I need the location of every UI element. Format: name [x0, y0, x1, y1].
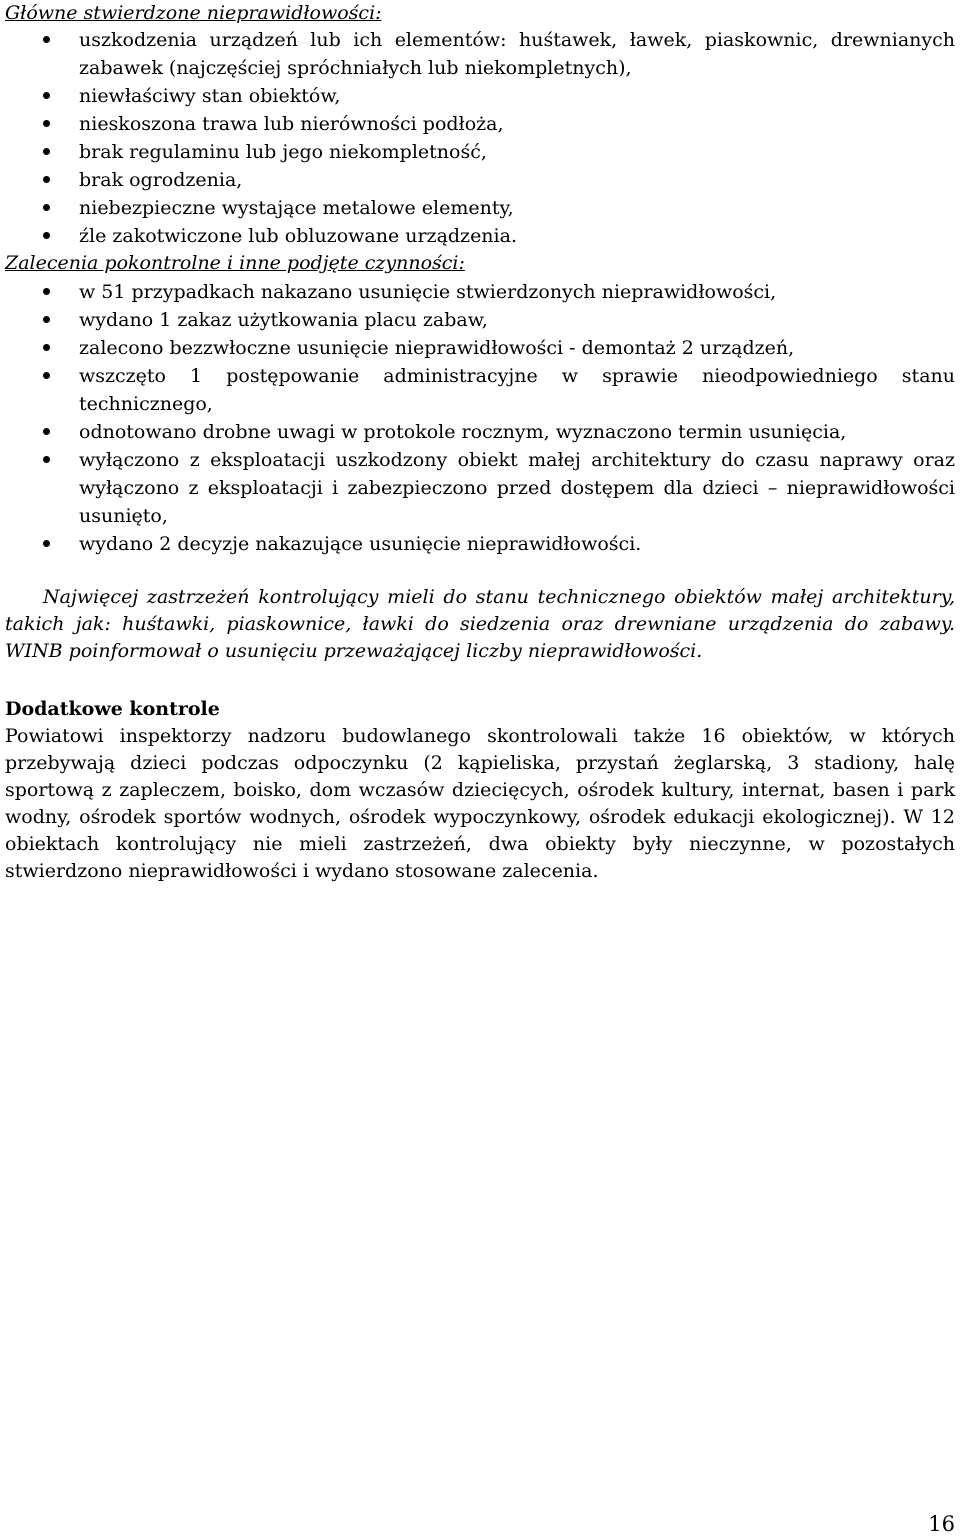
- bullet-icon: [43, 176, 50, 183]
- additional-controls-paragraph: Powiatowi inspektorzy nadzoru budowlanego skontrolowali także 16 obiektów, w których przebywają dzieci podczas odpoczynku (2 kąpieliska, przystań żeglarską, 3 stadiony, halę sportową z zapleczem, boisko, dom wczasów dziecięcych, ośrodek kultury, internat, basen i park wodny, ośrodek sportów wodnych, ośrodek wypoczynkowy, ośrodek edukacji ekologicznej). W 12 obiektach kontrolujący nie mieli zastrzeżeń, dwa obiekty były nieczynne, w pozostałych stwierdzono nieprawidłowości i wydano stosowane zalecenia.: [5, 725, 955, 882]
- list-item: wydano 1 zakaz użytkowania placu zabaw,: [5, 306, 955, 334]
- bullet-icon: [43, 372, 50, 379]
- additional-controls-title: Dodatkowe kontrole: [5, 698, 220, 720]
- bullet-icon: [43, 148, 50, 155]
- bullet-icon: [43, 456, 50, 463]
- bullet-icon: [43, 204, 50, 211]
- bullet-icon: [43, 288, 50, 295]
- summary-paragraph: Najwięcej zastrzeżeń kontrolujący mieli do stanu technicznego obiektów małej architektury, takich jak: huśtawki, piaskownice, ławki do siedzenia oraz drewniane urządzenia do zabawy. WINB poinformował o usunięciu przeważającej liczby nieprawidłowości.: [5, 586, 955, 662]
- bullet-icon: [43, 92, 50, 99]
- list-item: odnotowano drobne uwagi w protokole rocznym, wyznaczono termin usunięcia,: [5, 418, 955, 446]
- list-item: uszkodzenia urządzeń lub ich elementów: huśtawek, ławek, piaskownic, drewnianych zabawek (najczęściej spróchniałych lub niekompletnych),: [5, 26, 955, 82]
- list-item: w 51 przypadkach nakazano usunięcie stwierdzonych nieprawidłowości,: [5, 278, 955, 306]
- recommendations-list: [5, 278, 955, 558]
- list-item: wszczęto 1 postępowanie administracyjne w sprawie nieodpowiedniego stanu technicznego,: [5, 362, 955, 418]
- list-item: wydano 2 decyzje nakazujące usunięcie nieprawidłowości.: [5, 530, 955, 558]
- list-item: zalecono bezzwłoczne usunięcie nieprawidłowości - demontaż 2 urządzeń,: [5, 334, 955, 362]
- list-item: wyłączono z eksploatacji uszkodzony obiekt małej architektury do czasu naprawy oraz wyłączono z eksploatacji i zabezpieczono przed dostępem dla dzieci – nieprawidłowości usunięto,: [5, 446, 955, 530]
- bullet-icon: [43, 316, 50, 323]
- list-item: źle zakotwiczone lub obluzowane urządzenia.: [5, 222, 955, 250]
- bullet-icon: [43, 344, 50, 351]
- bullet-icon: [43, 232, 50, 239]
- bullet-icon: [43, 428, 50, 435]
- findings-heading: Główne stwierdzone nieprawidłowości:: [5, 2, 382, 24]
- list-item: niewłaściwy stan obiektów,: [5, 82, 955, 110]
- list-item: brak regulaminu lub jego niekompletność,: [5, 138, 955, 166]
- list-item: niebezpieczne wystające metalowe elementy,: [5, 194, 955, 222]
- page-number: 16: [928, 1512, 955, 1536]
- document-page: [5, 0, 955, 885]
- bullet-icon: [43, 540, 50, 547]
- findings-list: [5, 26, 955, 250]
- bullet-icon: [43, 36, 50, 43]
- recommendations-heading: Zalecenia pokontrolne i inne podjęte czynności:: [5, 252, 465, 274]
- bullet-icon: [43, 120, 50, 127]
- list-item: brak ogrodzenia,: [5, 166, 955, 194]
- list-item: nieskoszona trawa lub nierówności podłoża,: [5, 110, 955, 138]
